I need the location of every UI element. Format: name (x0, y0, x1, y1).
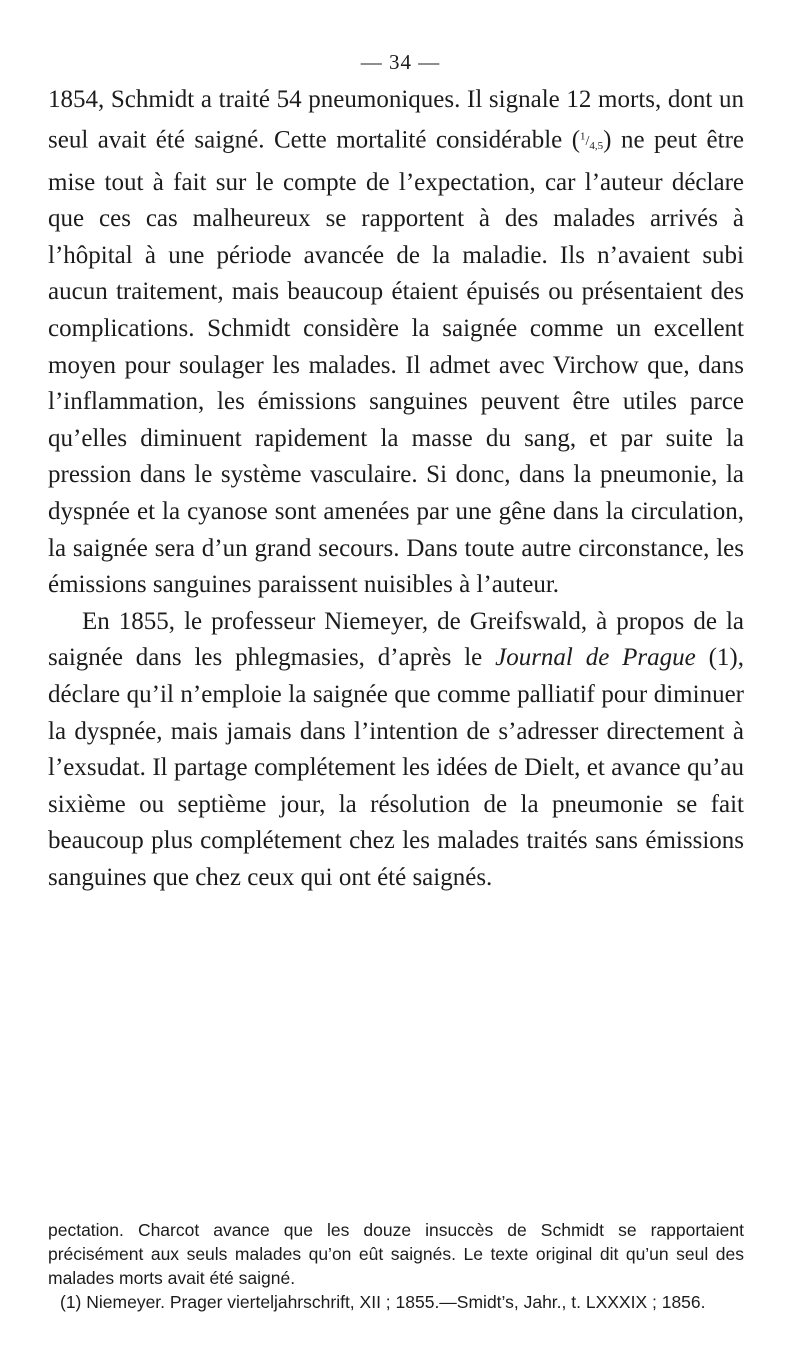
footnotes (48, 1218, 744, 1314)
footnote-continued: pectation. Charcot avance que les douze insuccès de Schmidt se rapportaient précisément aux seuls malades qu’on eût saignés. Le texte original dit qu’un seul des malades morts avait été saigné. (48, 1220, 744, 1288)
paragraph-schmidt (48, 82, 744, 604)
page-number: — 34 — (360, 50, 441, 74)
fraction-mortality: $^1/_{4,5}$ (580, 130, 604, 153)
paragraph-niemeyer-text-end: (1), déclare qu’il n’emploie la saignée que comme palliatif pour diminuer la dyspnée, mais jamais dans l’intention de s’adresser directement à l’exsudat. Il partage complétement les idées de Dielt, et avance qu’au sixième ou septième jour, la résolution de la pneumonie se fait beaucoup plus complétement chez les malades traités sans émissions sanguines que chez ceux qui ont été saignés. (48, 644, 744, 891)
paragraph-niemeyer-text-start: En 1855, le professeur Niemeyer, de Greifswald, à propos de la saignée dans les phlegmasies, d’après le (48, 607, 744, 672)
fraction-denominator: 4,5 (589, 140, 604, 153)
paragraph-niemeyer (48, 604, 744, 897)
footnote-1: (1) Niemeyer. Prager vierteljahrschrift, XII ; 1855.—Smidt’s, Jahr., t. LXXXIX ; 1856. (60, 1292, 706, 1312)
paragraph-schmidt-text-end: ) ne peut être mise tout à fait sur le compte de l’expectation, car l’auteur déclare que ces cas malheureux se rapportent à des malades arrivés à l’hôpital à une période avancée de la maladie. Ils n’avaient subi aucun traitement, mais beaucoup étaient épuisés ou présentaient des complications. Schmidt considère la saignée comme un excellent moyen pour soulager les malades. Il admet avec Virchow que, dans l’inflammation, les émissions sanguines peuvent être utiles parce qu’elles diminuent rapidement la masse du sang, et par suite la pression dans le système vasculaire. Si donc, dans la pneumonie, la dyspnée et la cyanose sont amenées par une gêne dans la circulation, la saignée sera d’un grand secours. Dans toute autre circonstance, les émissions sanguines paraissent nuisibles à l’auteur. (48, 126, 744, 599)
journal-title: Journal de Prague (495, 644, 696, 672)
main-text (48, 82, 744, 897)
fraction-numerator: 1 (580, 130, 586, 143)
paragraph-schmidt-text-start: 1854, Schmidt a traité 54 pneumoniques. Il signale 12 morts, dont un seul avait été saigné. Cette mortalité considérable ( (48, 86, 744, 154)
